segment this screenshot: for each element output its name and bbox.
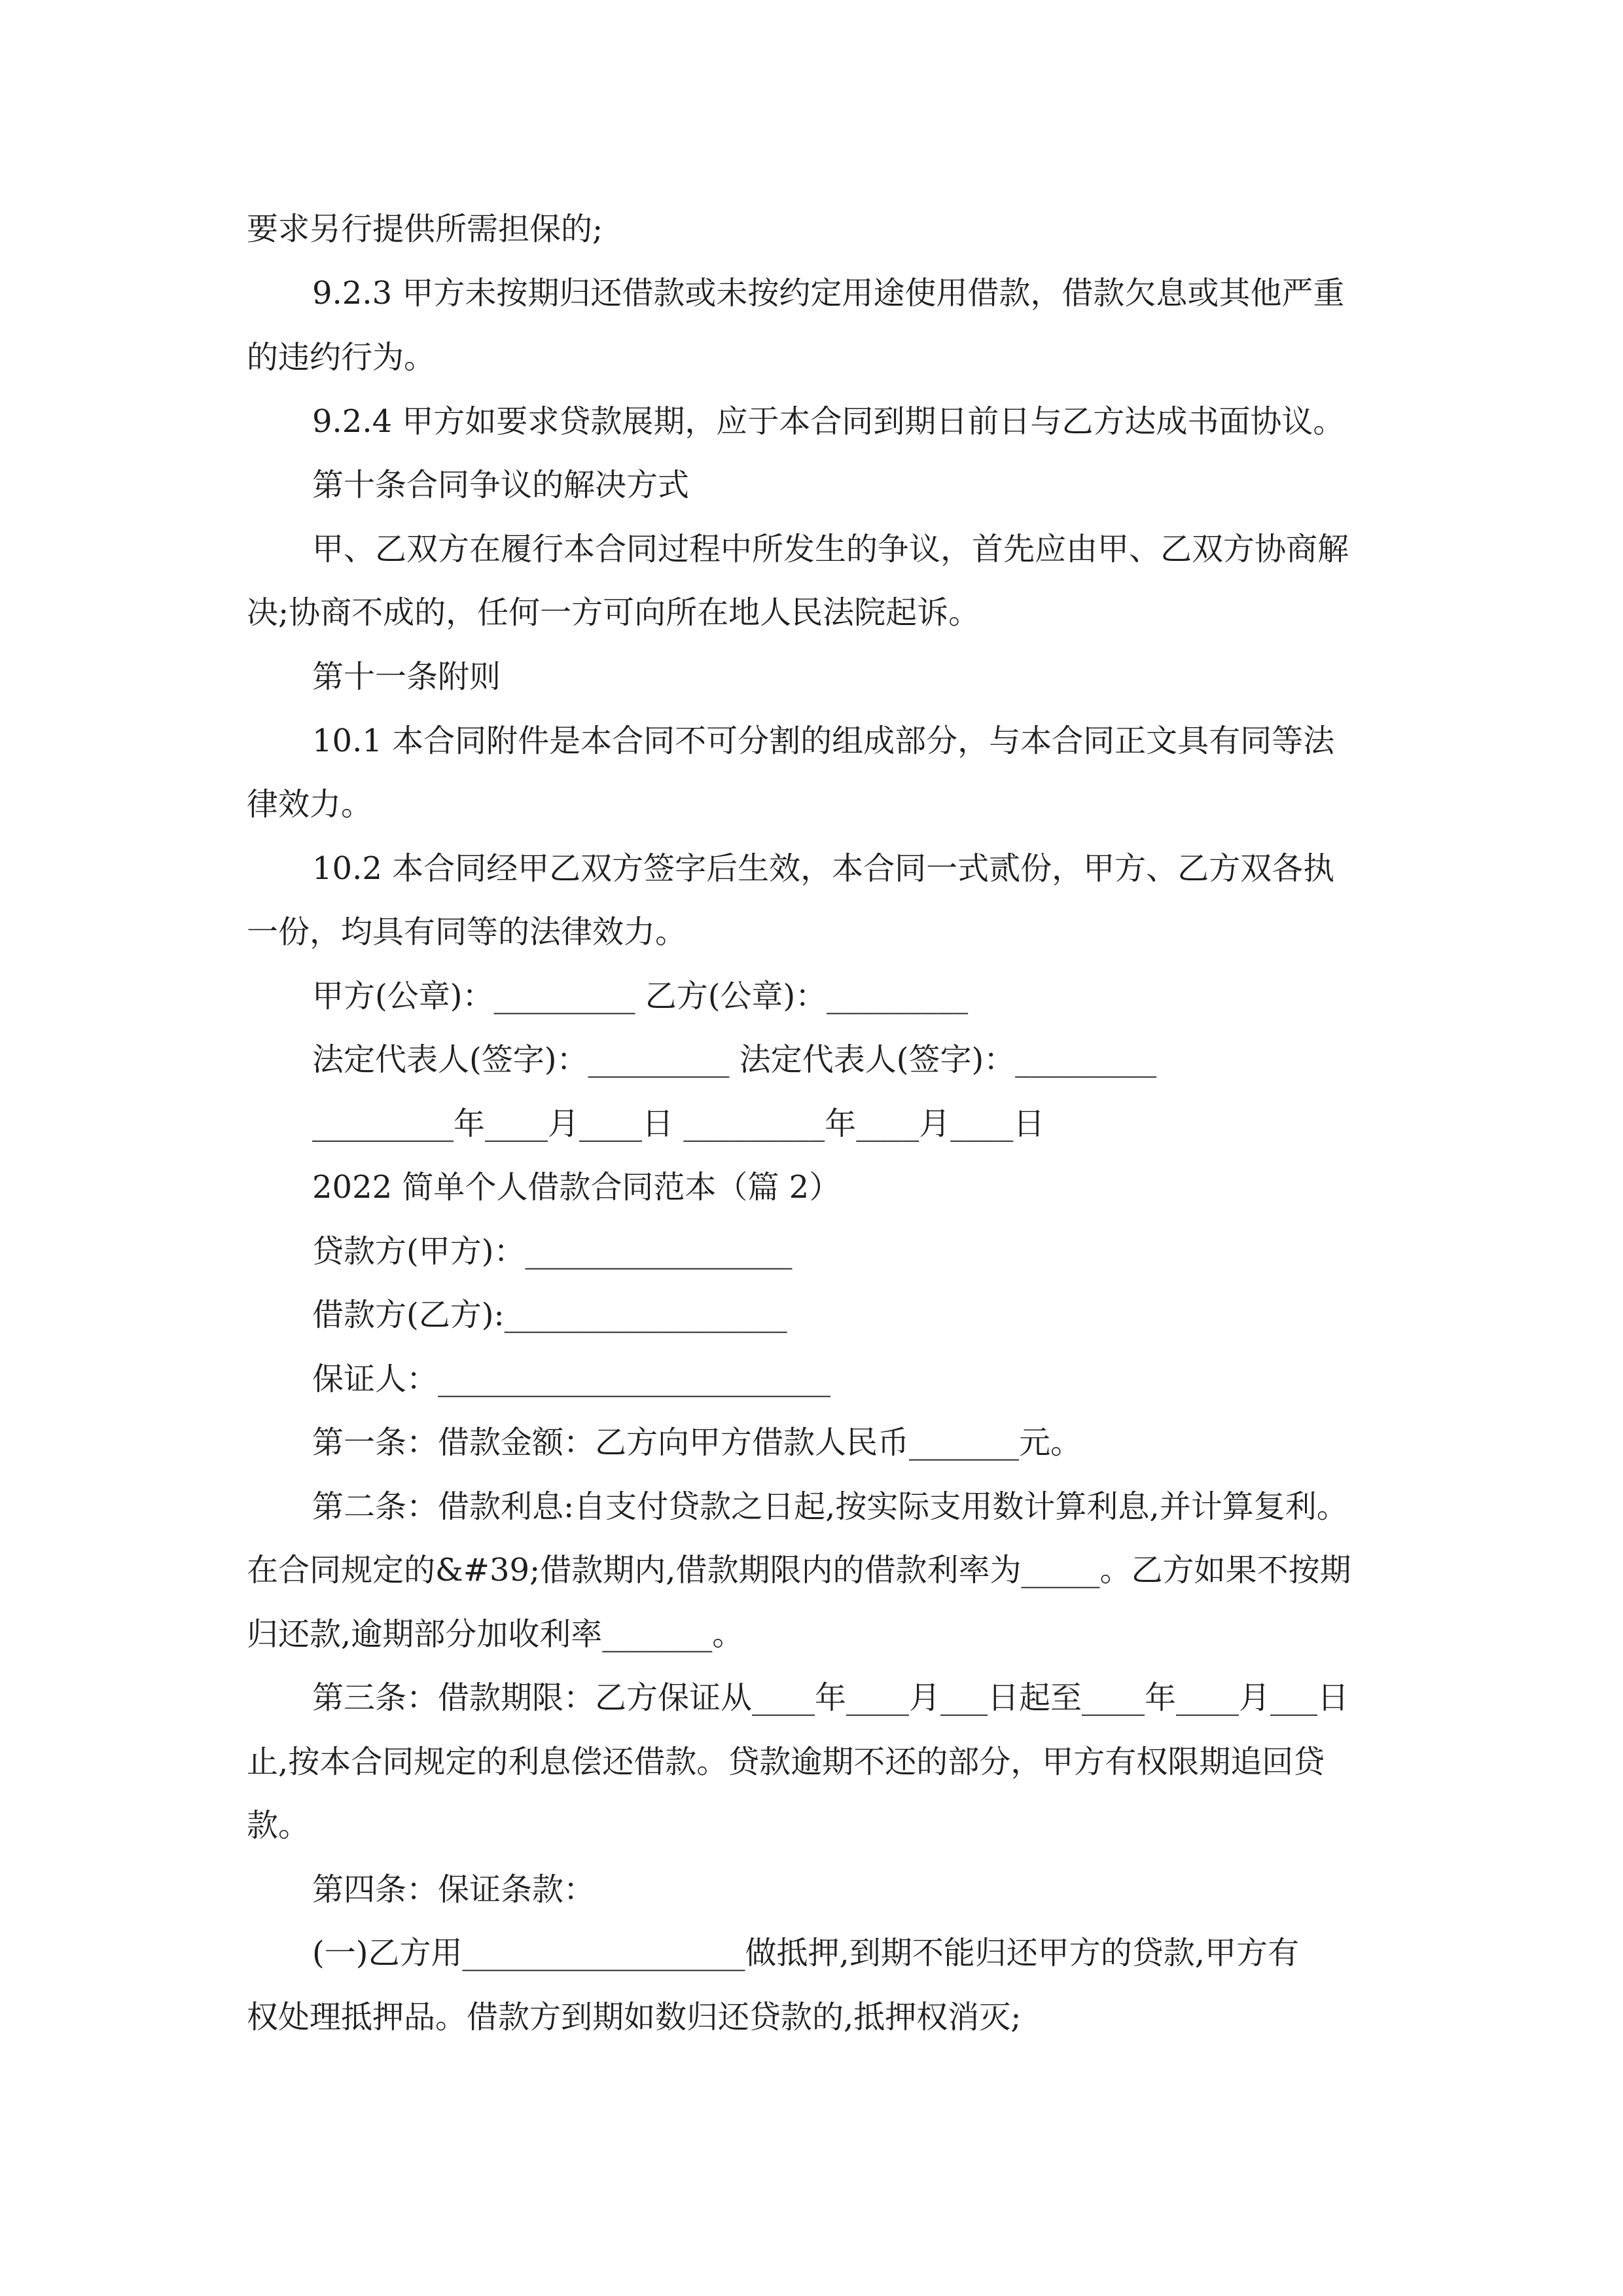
text-line: 在合同规定的&#39;借款期内,借款期限内的借款利率为_____。乙方如果不按期 [247,1552,1351,1588]
document-title: 2022 简单个人借款合同范本（篇 2） [312,1169,841,1206]
text-line: 止,按本合同规定的利息偿还借款。贷款逾期不还的部分，甲方有权限期追回贷 [247,1744,1325,1780]
text-line: 款。 [247,1807,310,1844]
text-line: 第二条：借款利息:自支付贷款之日起,按实际支用数计算利息,并计算复利。 [312,1488,1348,1525]
text-line: 第四条：保证条款： [312,1871,596,1908]
text-line: 9.2.3 甲方未按期归还借款或未按约定用途使用借款，借款欠息或其他严重 [312,275,1345,312]
party-line: 借款方(乙方):__________________ [312,1297,787,1333]
signature-line: 法定代表人(签字)：_________ 法定代表人(签字)：_________ [312,1041,1157,1078]
date-line: _________年____月____日 _________年____月____日 [312,1105,1045,1142]
text-line: (一)乙方用__________________做抵押,到期不能归还甲方的贷款,甲方有 [312,1935,1299,1971]
text-line: 9.2.4 甲方如要求贷款展期，应于本合同到期日前日与乙方达成书面协议。 [312,403,1345,440]
party-line: 保证人：_________________________ [312,1361,831,1397]
section-heading: 第十条合同争议的解决方式 [312,467,690,503]
party-line: 贷款方(甲方)：_________________ [312,1233,793,1270]
text-line: 决;协商不成的，任何一方可向所在地人民法院起诉。 [247,594,980,631]
text-line: 甲、乙双方在履行本合同过程中所发生的争议，首先应由甲、乙双方协商解 [312,531,1349,567]
text-line: 10.2 本合同经甲乙双方签字后生效，本合同一式贰份，甲方、乙方双各执 [312,850,1335,887]
text-line: 权处理抵押品。借款方到期如数归还贷款的,抵押权消灭; [247,1999,1022,2036]
section-heading: 第十一条附则 [312,658,501,695]
text-line: 10.1 本合同附件是本合同不可分割的组成部分，与本合同正文具有同等法 [312,723,1335,759]
text-line: 一份，均具有同等的法律效力。 [247,914,687,950]
text-line: 归还款,逾期部分加收利率_______。 [247,1616,744,1653]
text-line: 第一条：借款金额：乙方向甲方借款人民币_______元。 [312,1424,1082,1461]
text-line: 第三条：借款期限：乙方保证从____年____月___日起至____年____月___日 [312,1679,1349,1716]
signature-line: 甲方(公章)：_________ 乙方(公章)：_________ [312,978,969,1014]
text-line: 律效力。 [247,786,373,823]
text-line: 要求另行提供所需担保的; [247,211,603,247]
text-line: 的违约行为。 [247,339,436,376]
